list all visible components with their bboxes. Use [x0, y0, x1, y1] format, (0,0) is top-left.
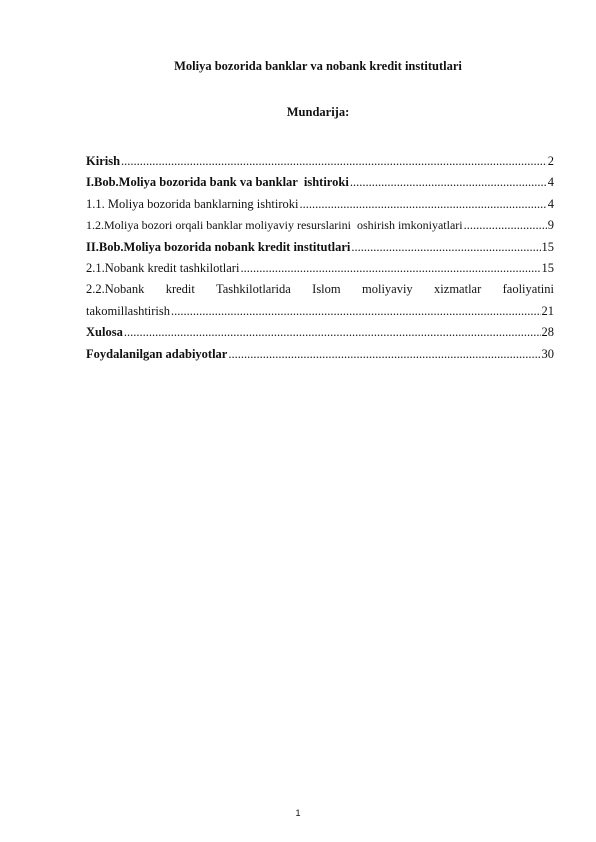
toc-entry-page: 2 [547, 154, 554, 168]
toc-dot-leader [228, 344, 540, 365]
toc-entry-label: 2.2.Nobank kredit Tashkilotlarida Islom moliyaviy xizmatlar faoliyatini [86, 282, 554, 297]
toc-entry-section-2-1[interactable] [86, 258, 554, 279]
toc-entry-page: 30 [541, 346, 554, 361]
toc-entry-section-1-1[interactable] [86, 194, 554, 215]
toc-entry-section-2-2-line-1[interactable] [86, 279, 554, 300]
toc-entry-kirish[interactable] [86, 151, 554, 172]
toc-entry-page: 15 [541, 260, 554, 275]
toc-entry-label: I.Bob.Moliya bozorida bank va banklar ishtiroki [86, 175, 349, 190]
table-of-contents [86, 151, 554, 365]
toc-entry-chapter-1[interactable] [86, 172, 554, 193]
toc-dot-leader [171, 301, 540, 322]
toc-entry-page: 4 [547, 196, 554, 211]
toc-entry-label: II.Bob.Moliya bozorida nobank kredit institutlari [86, 239, 351, 254]
toc-entry-page: 28 [541, 325, 554, 340]
toc-entry-page: 9 [547, 218, 554, 233]
toc-entry-label: 1.2.Moliya bozori orqali banklar moliyaviy resurslarini oshirish imkoniyatlari [86, 218, 463, 233]
toc-dot-leader [464, 215, 547, 236]
toc-heading: Mundarija: [286, 105, 350, 119]
toc-entry-section-2-2-line-2[interactable] [86, 301, 554, 322]
toc-entry-adabiyotlar[interactable] [86, 344, 554, 365]
toc-dot-leader [240, 258, 540, 279]
toc-entry-label: Kirish [86, 154, 121, 168]
page-number: 1 [295, 808, 301, 818]
toc-dot-leader [124, 322, 541, 343]
toc-dot-leader [350, 172, 547, 193]
toc-entry-page: 15 [541, 239, 554, 254]
toc-entry-page: 21 [541, 303, 554, 318]
toc-entry-label: 1.1. Moliya bozorida banklarning ishtiroki [86, 196, 299, 211]
toc-dot-leader [299, 194, 546, 215]
toc-entry-label: takomillashtirish [86, 303, 171, 318]
toc-entry-label: 2.1.Nobank kredit tashkilotlari [86, 260, 240, 275]
toc-dot-leader [121, 151, 547, 172]
toc-entry-label: Xulosa [86, 325, 123, 340]
toc-entry-label: Foydalanilgan adabiyotlar [86, 346, 228, 361]
toc-entry-xulosa[interactable] [86, 322, 554, 343]
toc-entry-section-1-2[interactable] [86, 215, 554, 236]
toc-entry-chapter-2[interactable] [86, 237, 554, 258]
toc-entry-page: 4 [547, 175, 554, 190]
toc-dot-leader [351, 237, 540, 258]
document-title: Moliya bozorida banklar va nobank kredit institutlari [174, 59, 462, 73]
